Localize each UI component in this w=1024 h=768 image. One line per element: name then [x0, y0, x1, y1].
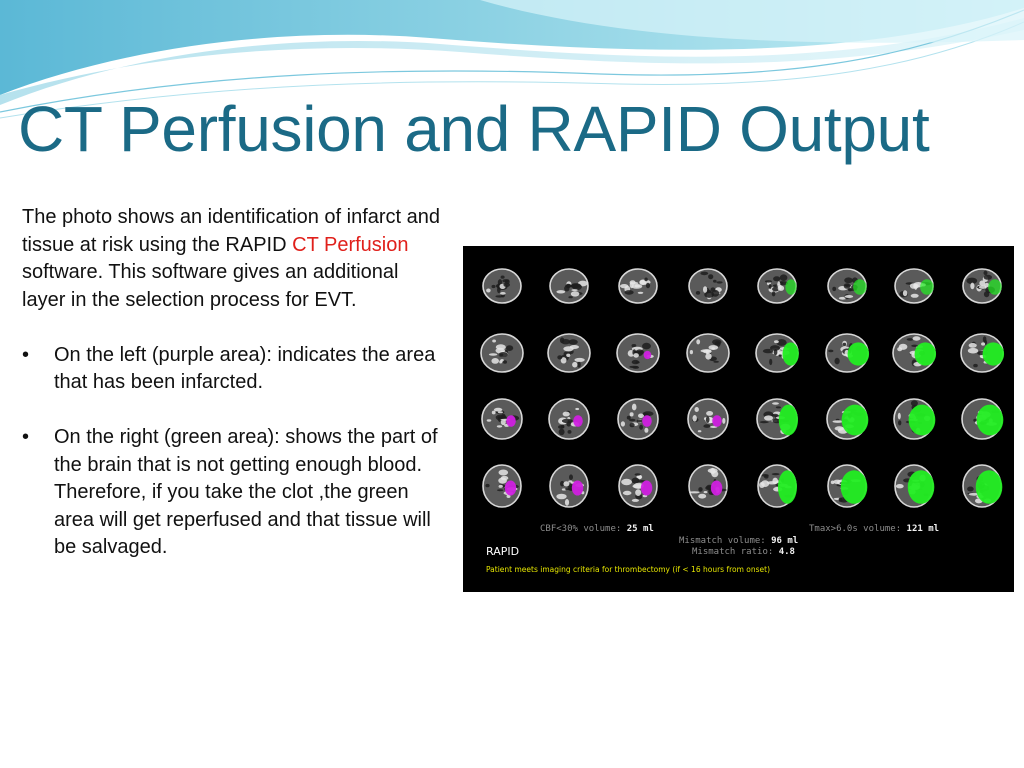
tissue-texture	[644, 428, 648, 433]
tissue-texture	[690, 350, 693, 354]
hypoperfusion-overlay	[848, 342, 870, 365]
tissue-texture	[706, 411, 713, 416]
tissue-texture	[563, 481, 569, 486]
hypoperfusion-overlay	[983, 342, 1005, 365]
tissue-texture	[833, 420, 844, 423]
tissue-texture	[845, 295, 854, 298]
tissue-texture	[620, 284, 628, 288]
tissue-texture	[485, 484, 489, 487]
tissue-texture	[565, 488, 573, 490]
tissue-texture	[566, 354, 570, 357]
tissue-texture	[572, 362, 577, 368]
tissue-texture	[565, 499, 569, 506]
tissue-texture	[844, 277, 853, 283]
tissue-texture	[969, 343, 977, 348]
tissue-texture	[570, 345, 579, 349]
tissue-texture	[913, 336, 921, 340]
tissue-texture	[703, 286, 707, 293]
tissue-texture	[708, 274, 713, 279]
tissue-texture	[693, 415, 697, 422]
tissue-texture	[913, 284, 919, 289]
tissue-texture	[625, 290, 634, 295]
hypoperfusion-overlay	[920, 279, 934, 295]
tissue-texture	[571, 291, 580, 296]
tissue-texture	[639, 425, 643, 430]
infarct-overlay	[572, 480, 583, 495]
tissue-texture	[497, 425, 502, 427]
tissue-texture	[568, 430, 572, 434]
tissue-texture	[644, 278, 647, 282]
tissue-texture	[709, 345, 719, 350]
mismatch-volume-readout: Mismatch volume: 96 ml	[679, 536, 799, 546]
infarct-overlay	[641, 480, 652, 495]
tissue-texture	[563, 412, 570, 417]
hypoperfusion-overlay	[909, 405, 936, 436]
hypoperfusion-overlay	[842, 405, 869, 436]
tissue-texture	[503, 360, 507, 364]
hypoperfusion-overlay	[841, 470, 868, 504]
tissue-texture	[777, 281, 780, 287]
tissue-texture	[967, 487, 974, 492]
tissue-texture	[979, 285, 987, 289]
tissue-texture	[708, 468, 718, 473]
tissue-texture	[506, 345, 513, 351]
tissue-texture	[559, 429, 565, 436]
tissue-texture	[502, 279, 509, 282]
tissue-texture	[722, 418, 725, 424]
tissue-texture	[759, 482, 765, 488]
tissue-texture	[763, 349, 773, 353]
tissue-texture	[501, 414, 505, 420]
tissue-texture	[496, 344, 506, 350]
hypoperfusion-overlay	[783, 342, 799, 365]
bullet-item-penumbra	[22, 424, 442, 562]
intro-text-end: software. This software gives an additional layer in the selection process for EVT.	[22, 261, 399, 311]
tissue-texture	[500, 292, 506, 295]
bullet-item-infarct	[22, 342, 442, 397]
tissue-texture	[700, 272, 708, 276]
hypoperfusion-overlay	[976, 470, 1003, 504]
tissue-texture	[498, 478, 507, 484]
tissue-texture	[632, 499, 639, 502]
tissue-texture	[774, 340, 779, 343]
intro-text-start: The photo shows an identification of infarct and tissue at risk using the RAPID	[22, 206, 441, 256]
tissue-texture	[703, 424, 710, 428]
tissue-texture	[765, 280, 772, 282]
tissue-texture	[633, 353, 639, 358]
tissue-texture	[630, 423, 635, 427]
hypoperfusion-overlay	[988, 279, 1002, 295]
tissue-texture	[574, 358, 584, 362]
tissue-texture	[769, 359, 772, 365]
tissue-texture	[911, 294, 919, 298]
ct-perfusion-highlight: CT Perfusion	[292, 233, 409, 256]
tissue-texture	[577, 362, 581, 368]
tissue-texture	[716, 281, 722, 283]
tissue-texture	[713, 280, 717, 283]
tissue-texture	[636, 361, 640, 363]
tmax-volume-readout: Tmax>6.0s volume: 121 ml	[809, 524, 940, 534]
tissue-texture	[698, 487, 702, 492]
tissue-texture	[970, 283, 974, 290]
tissue-texture	[642, 343, 651, 350]
tissue-texture	[561, 425, 565, 429]
tissue-texture	[494, 408, 502, 412]
tissue-texture	[711, 290, 719, 297]
tissue-texture	[499, 353, 503, 356]
tissue-texture	[844, 283, 851, 289]
bullet-marker: •	[22, 343, 30, 366]
hypoperfusion-overlay	[908, 470, 935, 504]
tissue-texture	[629, 419, 635, 422]
bullet-text: On the left (purple area): indicates the area that has been infarcted.	[54, 343, 436, 393]
tissue-texture	[764, 415, 773, 420]
tissue-texture	[487, 419, 492, 421]
tissue-texture	[698, 494, 706, 499]
infarct-overlay	[711, 480, 722, 495]
tissue-texture	[571, 289, 577, 291]
hypoperfusion-overlay	[779, 405, 798, 436]
tissue-texture	[760, 421, 769, 423]
rapid-brand-label: RAPID	[486, 545, 520, 558]
tissue-texture	[633, 366, 640, 369]
infarct-overlay	[642, 415, 652, 427]
bullet-text: On the right (green area): shows the part of the brain that is not getting enough blood. Therefore, if you take the clot ,the green area will get reperfused and that tissue will be salvaged.	[54, 426, 438, 558]
tissue-texture	[772, 473, 780, 475]
tissue-texture	[689, 491, 700, 493]
tissue-texture	[499, 360, 502, 363]
tissue-texture	[561, 339, 570, 344]
tissue-texture	[627, 416, 631, 420]
tissue-texture	[769, 284, 772, 289]
infarct-overlay	[505, 480, 516, 495]
tissue-texture	[634, 285, 640, 288]
tissue-texture	[828, 350, 833, 353]
tissue-texture	[630, 412, 634, 416]
tissue-texture	[843, 343, 847, 346]
rapid-output-image	[463, 246, 1014, 592]
tissue-texture	[713, 361, 719, 363]
tissue-texture	[499, 485, 503, 488]
tissue-texture	[562, 419, 573, 423]
tissue-texture	[776, 406, 781, 408]
tissue-texture	[973, 364, 978, 367]
hypoperfusion-overlay	[785, 279, 796, 295]
thrombectomy-criteria-note: Patient meets imaging criteria for thrombectomy (if < 16 hours from onset)	[486, 565, 771, 574]
hypoperfusion-overlay	[853, 279, 867, 295]
bullet-marker: •	[22, 426, 30, 448]
infarct-overlay	[712, 415, 722, 427]
tissue-texture	[637, 419, 643, 422]
infarct-overlay	[506, 415, 516, 427]
tissue-texture	[621, 421, 625, 426]
infarct-overlay	[644, 351, 652, 359]
tissue-texture	[832, 287, 836, 291]
tissue-texture	[712, 339, 721, 345]
bullet-list	[22, 342, 442, 562]
tissue-texture	[698, 430, 702, 432]
tissue-texture	[556, 494, 566, 500]
tissue-texture	[486, 289, 491, 293]
cbf-volume-readout: CBF<30% volume: 25 ml	[540, 524, 654, 534]
tissue-texture	[764, 475, 769, 479]
tissue-texture	[981, 342, 985, 345]
tissue-texture	[695, 407, 699, 412]
tissue-texture	[897, 347, 902, 351]
tissue-texture	[632, 344, 637, 347]
tissue-texture	[907, 338, 914, 341]
tissue-texture	[772, 402, 779, 404]
tissue-texture	[568, 480, 572, 482]
tissue-texture	[565, 285, 573, 287]
tissue-texture	[632, 404, 637, 411]
tissue-texture	[491, 358, 499, 364]
tissue-texture	[492, 340, 496, 343]
tissue-texture	[632, 478, 640, 484]
slide-body-text	[22, 204, 442, 562]
tissue-texture	[568, 296, 572, 298]
tissue-texture	[696, 339, 700, 344]
tissue-texture	[621, 479, 632, 485]
tissue-texture	[898, 420, 901, 425]
tissue-texture	[903, 290, 907, 296]
tissue-texture	[835, 358, 840, 365]
tissue-texture	[767, 481, 777, 484]
tissue-texture	[635, 473, 641, 476]
tissue-texture	[557, 355, 562, 359]
tissue-texture	[575, 408, 579, 410]
tissue-texture	[492, 411, 496, 415]
tissue-texture	[492, 285, 496, 288]
tissue-texture	[646, 283, 650, 288]
tissue-texture	[701, 349, 712, 352]
tissue-texture	[780, 274, 788, 281]
tissue-texture	[774, 349, 778, 355]
intro-paragraph	[22, 204, 442, 314]
tissue-texture	[556, 290, 565, 293]
brain-slice	[618, 399, 658, 439]
tissue-texture	[635, 489, 641, 496]
tissue-texture	[499, 470, 509, 476]
tissue-texture	[706, 416, 710, 423]
tissue-texture	[569, 474, 573, 480]
tissue-texture	[704, 491, 708, 493]
tissue-texture	[896, 484, 904, 488]
tissue-texture	[497, 489, 503, 491]
hypoperfusion-overlay	[977, 405, 1004, 436]
tissue-texture	[623, 491, 632, 495]
hypoperfusion-overlay	[778, 470, 797, 504]
tissue-texture	[898, 413, 901, 420]
infarct-overlay	[573, 415, 583, 427]
tissue-texture	[503, 283, 510, 287]
tissue-texture	[984, 271, 988, 275]
tissue-texture	[489, 353, 497, 355]
tissue-texture	[638, 292, 644, 294]
tissue-texture	[968, 348, 978, 354]
tissue-texture	[839, 498, 843, 502]
tissue-texture	[705, 353, 711, 359]
hypoperfusion-overlay	[915, 342, 937, 365]
tissue-texture	[773, 276, 780, 281]
mismatch-ratio-readout: Mismatch ratio: 4.8	[692, 547, 795, 557]
tissue-texture	[501, 276, 505, 279]
tissue-texture	[772, 291, 776, 296]
tissue-texture	[973, 419, 976, 422]
tissue-texture	[831, 481, 835, 485]
slide-title: CT Perfusion and RAPID Output	[18, 93, 930, 165]
tissue-texture	[696, 291, 700, 295]
tissue-texture	[772, 414, 779, 417]
tissue-texture	[984, 275, 992, 280]
